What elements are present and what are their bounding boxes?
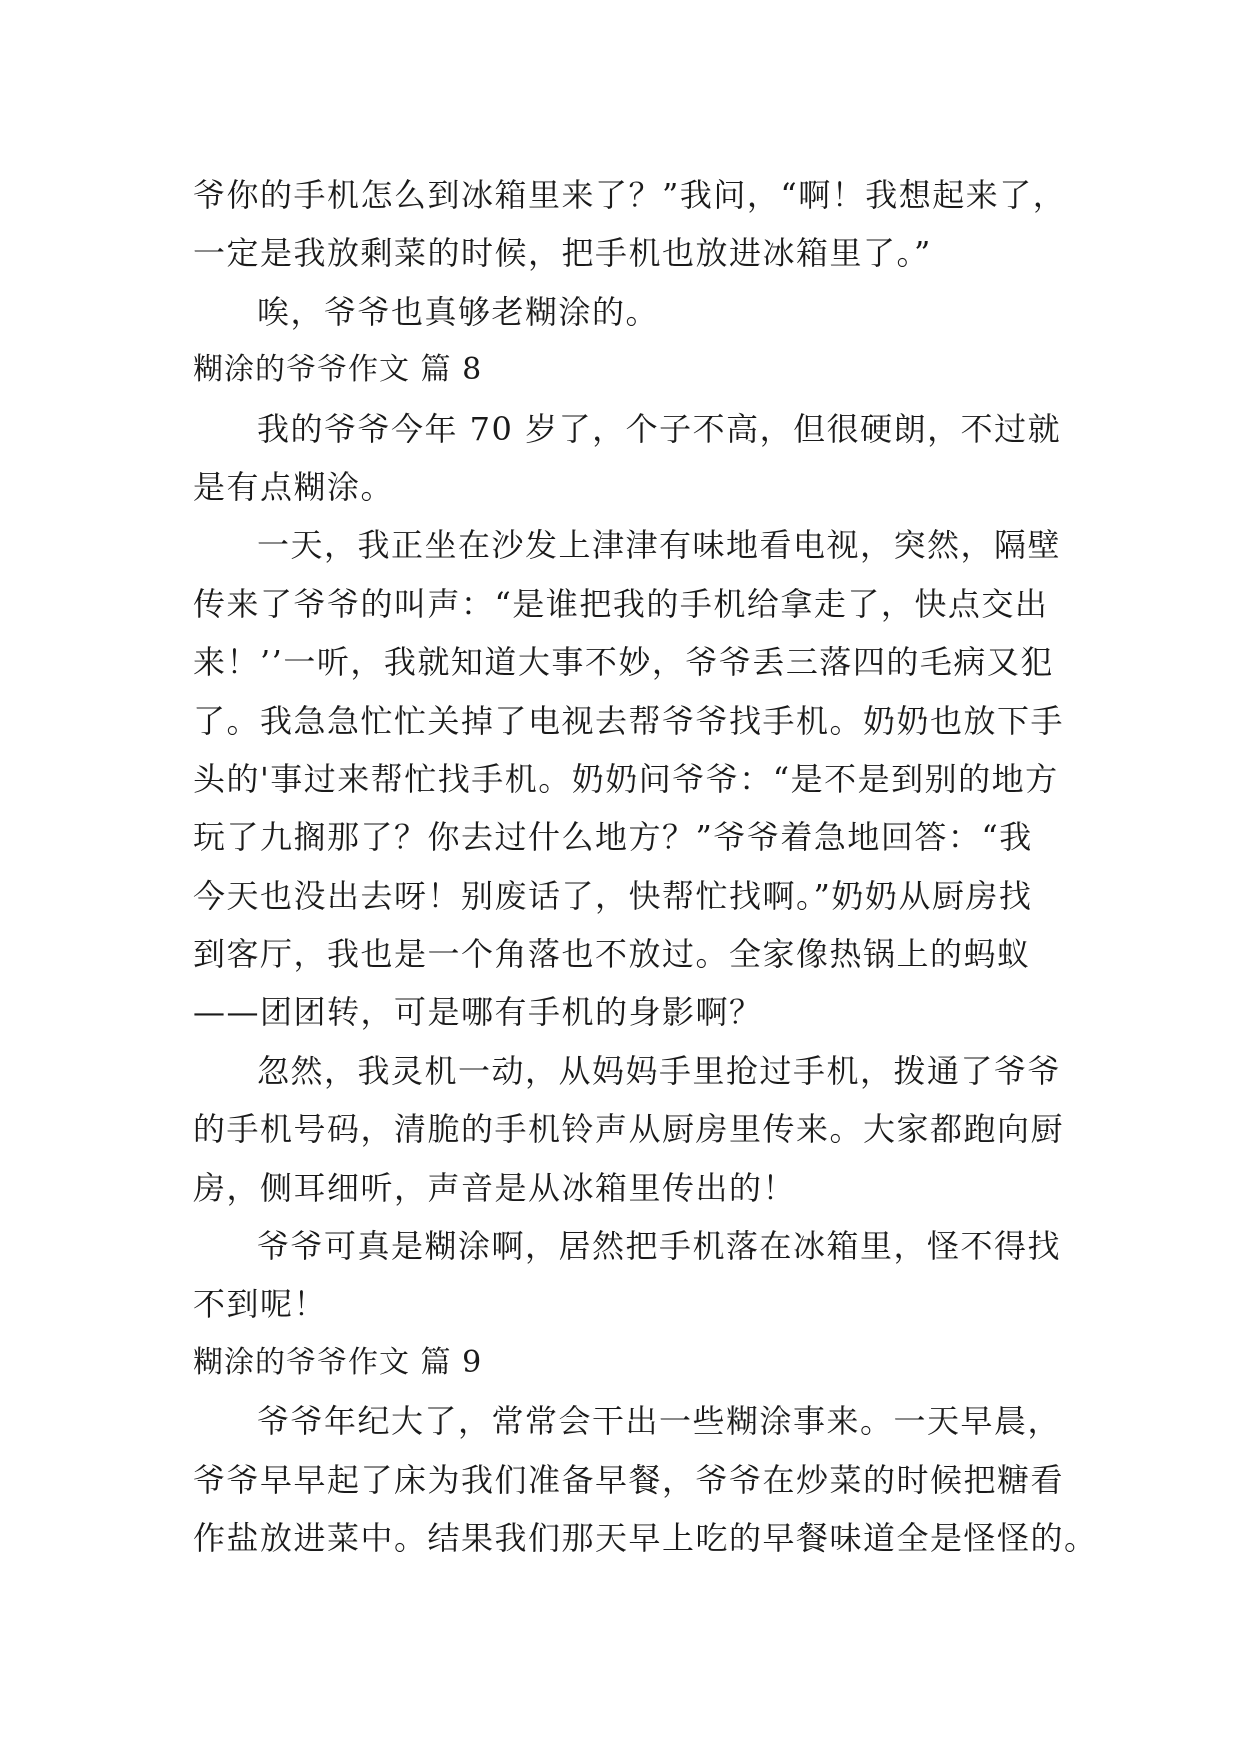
paragraph-line: 是有点糊涂。 [193, 467, 395, 506]
paragraph-line: 了。我急急忙忙关掉了电视去帮爷爷找手机。奶奶也放下手 [193, 701, 1065, 740]
paragraph-line: 一天，我正坐在沙发上津津有味地看电视，突然，隔壁 [257, 526, 1062, 565]
section-heading: 糊涂的爷爷作文 篇 8 [193, 352, 483, 388]
paragraph-line: 传来了爷爷的叫声：“是谁把我的手机给拿走了，快点交出 [193, 584, 1049, 623]
paragraph-line: 的手机号码，清脆的手机铃声从厨房里传来。大家都跑向厨 [193, 1110, 1065, 1149]
paragraph-line: 爷爷年纪大了，常常会干出一些糊涂事来。一天早晨， [257, 1402, 1062, 1441]
paragraph-line: 一定是我放剩菜的时候，把手机也放进冰箱里了。” [193, 234, 932, 273]
paragraph-line: 房，侧耳细听，声音是从冰箱里传出的！ [193, 1168, 797, 1207]
paragraph-line: 不到呢！ [193, 1285, 328, 1324]
paragraph-line: 来！’’一听，我就知道大事不妙，爷爷丢三落四的毛病又犯 [193, 643, 1054, 682]
paragraph-line: 今天也没出去呀！别废话了，快帮忙找啊。”奶奶从厨房找 [193, 876, 1033, 915]
paragraph-line: 爷你的手机怎么到冰箱里来了？”我问，“啊！我想起来了， [193, 176, 1067, 214]
paragraph-line: 唉，爷爷也真够老糊涂的。 [257, 292, 660, 331]
paragraph-line: 爷爷早早起了床为我们准备早餐，爷爷在炒菜的时候把糖看 [193, 1460, 1065, 1499]
paragraph-line: 忽然，我灵机一动，从妈妈手里抢过手机，拨通了爷爷 [257, 1051, 1062, 1090]
paragraph-line: 我的爷爷今年 70 岁了，个子不高，但很硬朗，不过就 [257, 409, 1062, 448]
paragraph-line: 到客厅，我也是一个角落也不放过。全家像热锅上的蚂蚁 [193, 935, 1031, 974]
paragraph-line: ——团团转，可是哪有手机的身影啊？ [193, 993, 763, 1032]
document-page [193, 166, 1098, 1567]
section-heading: 糊涂的爷爷作文 篇 9 [193, 1344, 483, 1380]
paragraph-line: 头的'事过来帮忙找手机。奶奶问爷爷：“是不是到别的地方 [193, 759, 1059, 798]
paragraph-line: 玩了九搁那了？你去过什么地方？”爷爷着急地回答：“我 [193, 818, 1033, 857]
paragraph-line: 作盐放进菜中。结果我们那天早上吃的早餐味道全是怪怪的。 [193, 1518, 1098, 1557]
paragraph-line: 爷爷可真是糊涂啊，居然把手机落在冰箱里，怪不得找 [257, 1227, 1062, 1266]
